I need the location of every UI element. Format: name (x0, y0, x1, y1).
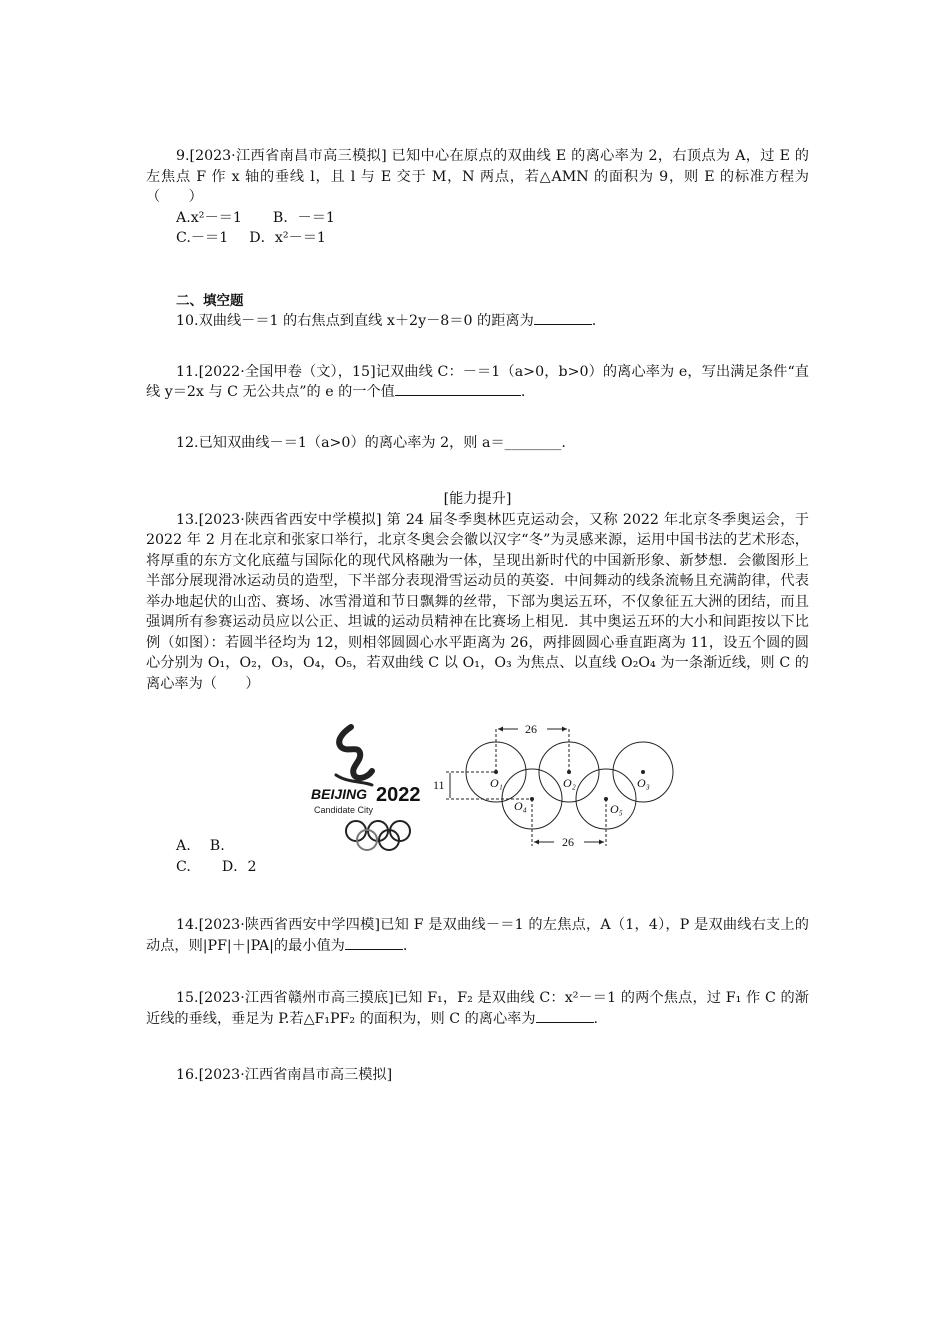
dim-top-label: 26 (525, 722, 537, 736)
emblem-skater-stroke (339, 727, 372, 778)
section-fill-in-title: 二、填空题 (176, 292, 244, 309)
arrowhead (498, 727, 503, 732)
question-14: 14.[2023·陕西省西安中学四模]已知 F 是双曲线－＝1 的左焦点，A（1，4），P 是双曲线右支上的动点，则|PF|＋|PA|的最小值为 . (146, 917, 809, 954)
center-dot-o3 (641, 770, 645, 774)
q13-option-b: B. (209, 838, 225, 854)
question-15: 15.[2023·江西省赣州市高三摸底]已知 F₁，F₂ 是双曲线 C：x²－＝1 的两个焦点，过 F₁ 作 C 的渐近线的垂线，垂足为 P.若△F₁PF₂ 的面积为，则 C 的离心率为 . (146, 990, 809, 1027)
question-16: 16.[2023·江西省南昌市高三模拟] (176, 1067, 393, 1083)
q13-option-a: A. (176, 838, 191, 854)
center-dot-o5 (604, 797, 608, 801)
question-13: 13.[2023·陕西省西安中学模拟] 第 24 届冬季奥林匹克运动会，又称 2022 年北京冬季奥运会，于 2022 年 2 月在北京和张家口举行，北京冬奥会会徽以汉字“冬”为灵感来源，运用中国书法的艺术形态，将厚重的东方文化底蕴与国际化的现代风格融为一体，呈现出新时代的中国新形象、新梦想．会徽图形上半部分展现滑冰运动员的造型，下半部分表现滑雪运动员的英姿．中间舞动的线条流畅且充满韵律，代表举办地起伏的山峦、赛场、冰雪滑道和节日飘舞的丝带，下部为奥运五环，不仅象征五大洲的团结，而且强调所有参赛运动员应以公正、坦诚的运动员精神在比赛场上相见．其中奥运五环的大小和间距按以下比例（如图）：若圆半径均为 12，则相邻圆圆心水平距离为 26，两排圆圆心垂直距离为 11，设五个圆的圆心分别为 O₁，O₂，O₃，O₄，O₅，若双曲线 C 以 O₁，O₃ 为焦点、以直线 O₂O₄ 为一条渐近线，则 C 的离心率为（ ） (146, 511, 809, 692)
beijing-2022-emblem (311, 727, 421, 850)
dim-bottom-label: 26 (562, 835, 574, 849)
q9-options-cd (146, 228, 809, 249)
arrowhead (599, 840, 604, 845)
q9-options-ab (146, 208, 809, 229)
q11-answer-blank[interactable] (395, 382, 521, 396)
section-ability-title: [能力提升] (443, 491, 512, 507)
arrowhead (562, 727, 567, 732)
question-10: 10.双曲线－＝1 的右焦点到直线 x＋2y－8＝0 的距离为 . (176, 313, 597, 329)
question-12: 12.已知双曲线－＝1（a>0）的离心率为 2，则 a＝________. (176, 434, 566, 451)
question-9: 9.[2023·江西省南昌市高三模拟] 已知中心在原点的双曲线 E 的离心率为 2，右顶点为 A，过 E 的左焦点 F 作 x 轴的垂线 l，且 l 与 E 交于 M，N 两点，若△AMN 的面积为 9，则 E 的标准方程为（ ） (146, 148, 809, 205)
q13-option-d: D．2 (221, 858, 257, 875)
label-o5: O₅ (610, 802, 623, 816)
q9-option-d: D．x²－＝1 (249, 230, 326, 246)
dim-side-label: 11 (433, 778, 445, 792)
arrowhead (534, 840, 539, 845)
center-dot-o1 (494, 770, 498, 774)
emblem-subtitle: Candidate City (314, 805, 374, 815)
q9-option-c: C.－＝1 (176, 230, 229, 246)
q14-answer-blank[interactable] (345, 936, 403, 950)
q13-option-c: C. (176, 858, 191, 875)
q10-answer-blank[interactable] (534, 311, 592, 325)
document-page (146, 146, 809, 1086)
q15-answer-blank[interactable] (536, 1009, 594, 1023)
emblem-year: 2022 (376, 784, 421, 806)
rings-dimension-diagram (432, 721, 692, 861)
emblem-word: BEIJING (311, 786, 368, 802)
center-dot-o2 (567, 770, 571, 774)
label-o2: O₂ (563, 776, 576, 790)
label-o4: O₄ (514, 799, 527, 813)
center-dot-o4 (530, 797, 534, 801)
question-11: 11.[2022·全国甲卷（文），15]记双曲线 C：－＝1（a>0，b>0）的离心率为 e，写出满足条件“直线 y＝2x 与 C 无公共点”的 e 的一个值 . (146, 363, 809, 400)
q9-option-b: B．－＝1 (272, 209, 335, 226)
label-o1: O₁ (490, 776, 503, 790)
label-o3: O₃ (637, 776, 650, 790)
q9-option-a: A.x²－＝1 (176, 209, 242, 226)
